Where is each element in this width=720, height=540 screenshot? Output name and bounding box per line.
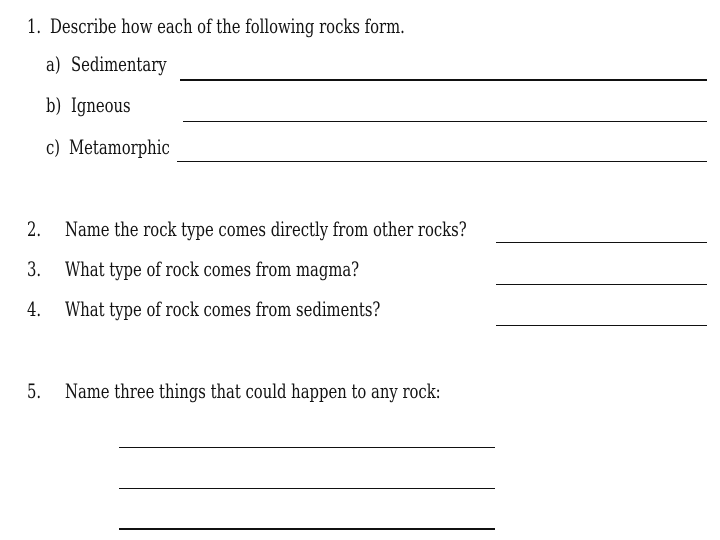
answer-line-question-5-second[interactable] [119,488,495,489]
answer-line-igneous[interactable] [183,121,707,122]
question-3-prompt: What type of rock comes from magma? [65,257,360,281]
question-3-number: 3. [27,257,42,281]
answer-line-metamorphic[interactable] [177,161,707,162]
question-4-prompt: What type of rock comes from sediments? [65,297,381,321]
item-b-label: Igneous [71,93,131,117]
question-5-number: 5. [27,379,42,403]
answer-line-question-3[interactable] [496,284,707,285]
item-b-letter: b) [46,93,62,117]
question-2-number: 2. [27,217,42,241]
question-2-prompt: Name the rock type comes directly from other rocks? [65,217,467,241]
question-1-number: 1. [27,14,42,38]
question-4-number: 4. [27,297,42,321]
question-5-prompt: Name three things that could happen to any rock: [65,379,441,403]
answer-line-question-4[interactable] [496,325,707,326]
answer-line-question-2[interactable] [496,242,707,243]
answer-line-sedimentary[interactable] [180,79,707,81]
item-a-letter: a) [46,52,61,76]
answer-line-question-5-third[interactable] [119,528,495,530]
item-a-label: Sedimentary [71,52,167,76]
item-c-letter: c) [46,135,61,159]
answer-line-question-5-first[interactable] [119,447,495,448]
question-1-prompt: Describe how each of the following rocks form. [50,14,405,38]
item-c-label: Metamorphic [69,135,170,159]
